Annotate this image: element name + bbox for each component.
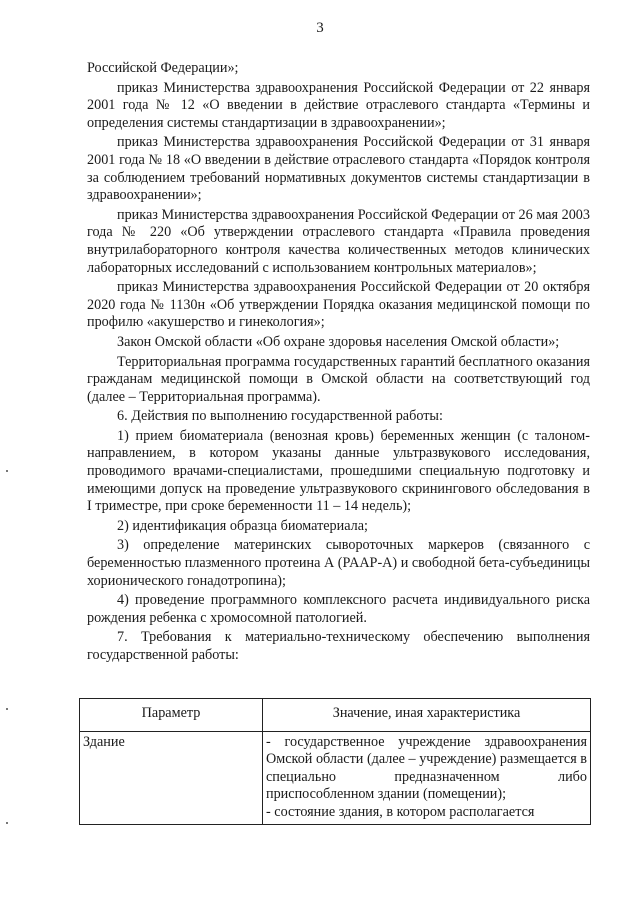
parameter-cell: Здание bbox=[80, 731, 263, 824]
paragraph: Российской Федерации»; bbox=[87, 60, 239, 76]
column-header-parameter: Параметр bbox=[80, 699, 263, 732]
scan-artifact bbox=[6, 708, 8, 710]
paragraph: Закон Омской области «Об охране здоровья населения Омской области»; bbox=[117, 333, 560, 350]
paragraph: 3) определение материнских сывороточных маркеров (связанного с беременностью плазменного протеина А (PAAP-A) и свободной бета-субъединицы хорионического гонадотропина); bbox=[87, 537, 590, 589]
requirements-table bbox=[79, 698, 591, 825]
paragraph: Территориальная программа государственных гарантий бесплатного оказания гражданам медицинской помощи в Омской области на соответствующий год (далее – Территориальная программа). bbox=[87, 353, 590, 405]
column-header-value: Значение, иная характеристика bbox=[263, 699, 591, 732]
page-number: 3 bbox=[316, 20, 324, 36]
paragraph: 2) идентификация образца биоматериала; bbox=[117, 517, 368, 534]
scan-artifact bbox=[6, 822, 8, 824]
paragraph: 7. Требования к материально-техническому обеспечению выполнения государственной работы: bbox=[87, 629, 590, 663]
document-body bbox=[87, 60, 590, 665]
value-line: - состояние здания, в котором располагается bbox=[266, 803, 535, 820]
paragraph: приказ Министерства здравоохранения Российской Федерации от 22 января 2001 года № 12 «О введении в действие отраслевого стандарта «Термины и определения системы стандартизации в здравоохранении»; bbox=[87, 79, 590, 131]
table-row bbox=[80, 731, 591, 824]
paragraph: 1) прием биоматериала (венозная кровь) беременных женщин (с талоном-направлением, в котором указаны данные ультразвукового исследования, проводимого врачами-специалистами, прошедшими специальную подготовку и имеющими допуск на проведение ультразвукового скринингового обследования в I триместре, при сроке беременности 11 – 14 недель); bbox=[87, 427, 590, 515]
paragraph: приказ Министерства здравоохранения Российской Федерации от 20 октября 2020 года № 1130н «Об утверждении Порядка оказания медицинской помощи по профилю «акушерство и гинекология»; bbox=[87, 279, 590, 331]
table-header-row bbox=[80, 699, 591, 732]
scan-artifact bbox=[6, 470, 8, 472]
paragraph: приказ Министерства здравоохранения Российской Федерации от 31 января 2001 года № 18 «О введении в действие отраслевого стандарта «Порядок контроля за соблюдением требований нормативных документов системы стандартизации в здравоохранении»; bbox=[87, 134, 590, 204]
paragraph: 4) проведение программного комплексного расчета индивидуального риска рождения ребенка с хромосомной патологией. bbox=[87, 592, 590, 626]
paragraph: 6. Действия по выполнению государственной работы: bbox=[117, 408, 443, 425]
value-line: - государственное учреждение здравоохранения Омской области (далее – учреждение) размещается в специально предназначенном либо приспособленном здании (помещении); bbox=[266, 733, 587, 803]
paragraph: приказ Министерства здравоохранения Российской Федерации от 26 мая 2003 года № 220 «Об утверждении отраслевого стандарта «Правила проведения внутрилабораторного контроля качества количественных методов клинических лабораторных исследований с использованием контрольных материалов»; bbox=[87, 206, 590, 276]
value-cell bbox=[263, 731, 591, 824]
